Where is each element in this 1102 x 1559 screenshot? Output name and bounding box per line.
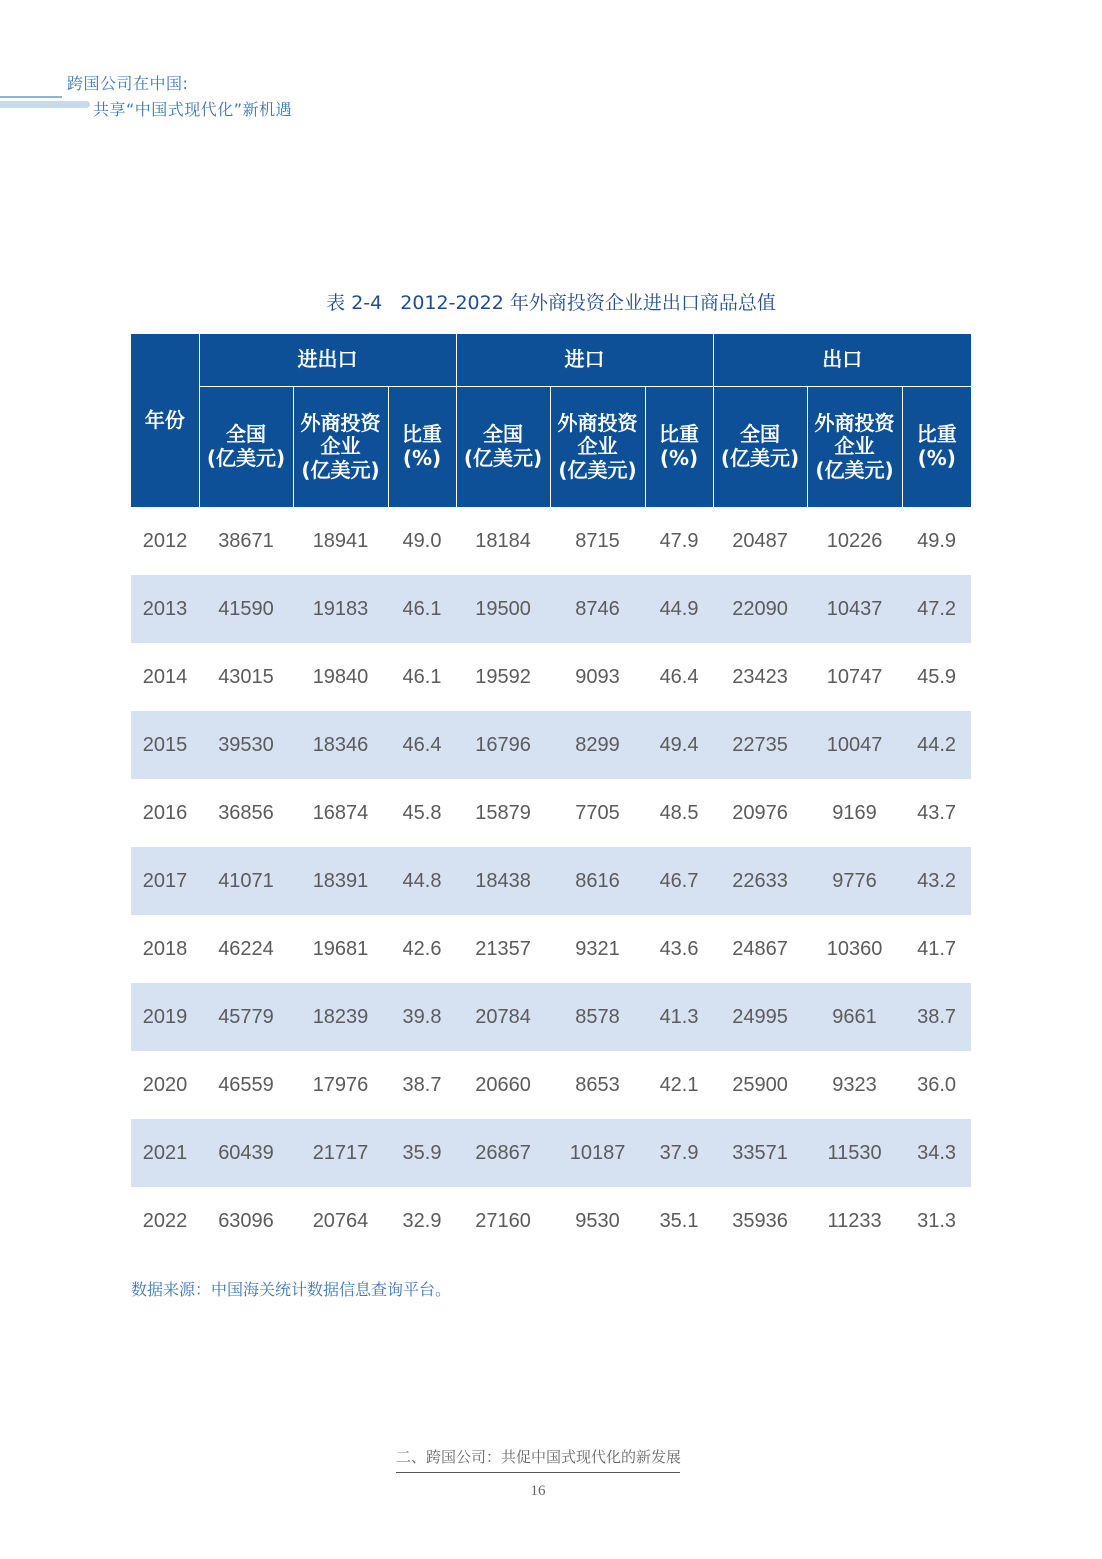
- header-foreign-label2: 企业: [577, 434, 618, 459]
- cell-total-national: 39530: [199, 711, 293, 779]
- cell-export-national: 22633: [713, 847, 807, 915]
- cell-import-share: 46.7: [645, 847, 713, 915]
- cell-total-national: 41071: [199, 847, 293, 915]
- cell-export-foreign: 9776: [807, 847, 902, 915]
- cell-import-national: 20784: [456, 983, 550, 1051]
- cell-import-foreign: 9093: [575, 665, 620, 688]
- cell-export-share: 47.2: [902, 575, 971, 643]
- header-total-share: [388, 387, 456, 508]
- header-share-unit: (%): [659, 446, 699, 470]
- cell-export-foreign: 10360: [826, 937, 883, 960]
- cell-total-share: 44.8: [388, 847, 456, 915]
- cell-total-national: 41590: [199, 575, 293, 643]
- table-caption-title: 2012-2022 年外商投资企业进出口商品总值: [400, 292, 776, 314]
- cell-total-foreign: 18239: [293, 983, 388, 1051]
- cell-export-foreign: 9661: [807, 983, 902, 1051]
- cell-export-share: 38.7: [902, 983, 971, 1051]
- header-national-unit: (亿美元): [720, 446, 800, 470]
- cell-total-foreign: 21717: [293, 1119, 388, 1187]
- header-foreign-label: 外商投资: [557, 410, 638, 435]
- header-total-foreign: [293, 387, 388, 508]
- header-import-national: [456, 387, 550, 508]
- cell-total-national: 45779: [199, 983, 293, 1051]
- cell-year: 2019: [131, 983, 199, 1051]
- header-foreign-label: 外商投资: [814, 410, 895, 435]
- table-header: [131, 334, 971, 507]
- header-share-unit: (%): [917, 446, 956, 470]
- cell-export-share: 31.3: [917, 1209, 957, 1232]
- header-decor-line: [0, 96, 62, 98]
- header-group-export: 出口: [713, 334, 971, 387]
- page-number: 16: [530, 1483, 546, 1499]
- cell-total-foreign: 17976: [312, 1073, 369, 1096]
- header-foreign-unit: (亿美元): [558, 457, 637, 482]
- header-foreign-unit: (亿美元): [301, 457, 380, 482]
- cell-total-share: 35.9: [388, 1119, 456, 1187]
- header-foreign-unit: (亿美元): [815, 457, 894, 482]
- trade-table-wrapper: [131, 334, 971, 1255]
- cell-total-national: 63096: [218, 1209, 274, 1232]
- table-row: [131, 507, 971, 575]
- cell-import-national: 15879: [475, 801, 531, 824]
- cell-total-share: 32.9: [402, 1209, 442, 1232]
- header-share-label: 比重: [402, 422, 442, 447]
- cell-import-national: 18438: [456, 847, 550, 915]
- cell-export-share: 36.0: [917, 1073, 957, 1096]
- cell-import-foreign: 8746: [550, 575, 645, 643]
- running-header-title: 跨国公司在中国:: [67, 74, 189, 93]
- cell-import-foreign: 8299: [550, 711, 645, 779]
- trade-table: [131, 334, 971, 1255]
- cell-total-foreign: 19681: [312, 937, 369, 960]
- cell-export-national: 35936: [732, 1209, 788, 1232]
- cell-total-national: 46559: [218, 1073, 274, 1096]
- table-row: [131, 1119, 971, 1187]
- cell-total-share: 46.1: [402, 665, 442, 688]
- header-national-unit: (亿美元): [463, 446, 543, 470]
- cell-import-foreign: 8653: [575, 1073, 620, 1096]
- cell-total-foreign: 19183: [293, 575, 388, 643]
- header-share-label: 比重: [916, 422, 957, 447]
- header-foreign-label2: 企业: [834, 434, 875, 459]
- cell-export-share: 49.9: [917, 529, 957, 552]
- table-row: [131, 779, 971, 847]
- header-foreign-label2: 企业: [320, 434, 361, 459]
- cell-import-foreign: 9321: [575, 937, 620, 960]
- cell-export-foreign: 10226: [826, 529, 883, 552]
- header-year: 年份: [131, 334, 199, 507]
- footer-section-title: 二、跨国公司：共促中国式现代化的新发展: [396, 1448, 682, 1466]
- cell-year: 2015: [131, 711, 199, 779]
- header-decor-bar: [0, 101, 90, 108]
- cell-export-foreign: 10747: [826, 665, 883, 688]
- footer-divider: [396, 1472, 680, 1473]
- cell-import-foreign: 7705: [575, 801, 620, 824]
- header-total-national: [199, 387, 293, 508]
- header-share-unit: (%): [402, 446, 442, 470]
- cell-export-national: 25900: [732, 1073, 788, 1096]
- cell-export-share: 34.3: [902, 1119, 971, 1187]
- header-group-total: 进出口: [199, 334, 456, 387]
- table-row: [131, 643, 971, 711]
- cell-import-national: 16796: [456, 711, 550, 779]
- cell-total-national: 36856: [218, 801, 274, 824]
- cell-total-national: 43015: [218, 665, 274, 688]
- cell-import-national: 19500: [456, 575, 550, 643]
- table-row: [131, 575, 971, 643]
- cell-import-share: 44.9: [645, 575, 713, 643]
- cell-total-national: 38671: [218, 529, 274, 552]
- cell-export-share: 44.2: [902, 711, 971, 779]
- cell-export-national: 24867: [732, 937, 788, 960]
- header-group-import: 进口: [456, 334, 713, 387]
- cell-export-foreign: 11530: [807, 1119, 902, 1187]
- cell-export-foreign: 10047: [807, 711, 902, 779]
- header-import-foreign: [550, 387, 645, 508]
- cell-year: 2020: [142, 1073, 188, 1096]
- cell-export-national: 22090: [713, 575, 807, 643]
- cell-import-national: 20660: [475, 1073, 531, 1096]
- cell-export-share: 41.7: [917, 937, 957, 960]
- table-row: [131, 847, 971, 915]
- cell-export-national: 20976: [732, 801, 788, 824]
- table-row: [131, 915, 971, 983]
- header-export-national: [713, 387, 807, 508]
- cell-total-national: 46224: [218, 937, 274, 960]
- cell-total-foreign: 16874: [312, 801, 369, 824]
- table-caption: [131, 288, 971, 315]
- cell-total-foreign: 18346: [293, 711, 388, 779]
- cell-total-share: 46.1: [388, 575, 456, 643]
- cell-import-share: 35.1: [659, 1209, 699, 1232]
- cell-year: 2014: [142, 665, 188, 688]
- cell-total-foreign: 18391: [293, 847, 388, 915]
- cell-total-share: 38.7: [402, 1073, 442, 1096]
- running-header-subtitle: 共享“中国式现代化”新机遇: [93, 100, 293, 119]
- table-body: [131, 507, 971, 1255]
- cell-export-foreign: 9323: [832, 1073, 877, 1096]
- table-row: [131, 1187, 971, 1255]
- header-national-unit: (亿美元): [206, 446, 286, 470]
- cell-import-national: 18184: [475, 529, 531, 552]
- cell-total-share: 42.6: [402, 937, 442, 960]
- cell-import-national: 19592: [475, 665, 531, 688]
- cell-import-national: 26867: [456, 1119, 550, 1187]
- cell-export-foreign: 9169: [832, 801, 877, 824]
- cell-export-national: 20487: [732, 529, 788, 552]
- cell-import-share: 47.9: [659, 529, 699, 552]
- cell-year: 2016: [142, 801, 188, 824]
- cell-import-share: 48.5: [659, 801, 699, 824]
- cell-year: 2018: [142, 937, 188, 960]
- cell-export-national: 33571: [713, 1119, 807, 1187]
- cell-export-share: 43.2: [902, 847, 971, 915]
- cell-export-national: 22735: [713, 711, 807, 779]
- cell-import-foreign: 8578: [550, 983, 645, 1051]
- cell-import-foreign: 10187: [550, 1119, 645, 1187]
- cell-export-foreign: 11233: [827, 1209, 882, 1232]
- header-foreign-label: 外商投资: [300, 410, 381, 435]
- cell-total-national: 60439: [199, 1119, 293, 1187]
- cell-export-national: 23423: [732, 665, 788, 688]
- cell-year: 2013: [131, 575, 199, 643]
- cell-total-foreign: 19840: [312, 665, 369, 688]
- header-national-label: 全国: [226, 422, 266, 447]
- cell-import-foreign: 8616: [550, 847, 645, 915]
- cell-export-foreign: 10437: [807, 575, 902, 643]
- cell-import-share: 43.6: [659, 937, 699, 960]
- header-import-share: [645, 387, 713, 508]
- header-national-label: 全国: [740, 422, 781, 447]
- table-row: [131, 711, 971, 779]
- source-note: 数据来源：中国海关统计数据信息查询平台。: [131, 1280, 452, 1299]
- cell-year: 2012: [142, 529, 188, 552]
- cell-total-share: 45.8: [402, 801, 442, 824]
- running-header: [0, 66, 400, 126]
- cell-import-share: 42.1: [659, 1073, 699, 1096]
- cell-import-foreign: 9530: [575, 1209, 620, 1232]
- cell-export-share: 45.9: [917, 665, 957, 688]
- cell-year: 2017: [131, 847, 199, 915]
- cell-export-share: 43.7: [917, 801, 957, 824]
- cell-import-share: 41.3: [645, 983, 713, 1051]
- header-export-share: [902, 387, 971, 508]
- cell-import-foreign: 8715: [575, 529, 620, 552]
- cell-total-foreign: 20764: [312, 1209, 369, 1232]
- cell-total-share: 46.4: [388, 711, 456, 779]
- cell-year: 2021: [131, 1119, 199, 1187]
- cell-total-share: 39.8: [388, 983, 456, 1051]
- cell-import-national: 21357: [475, 937, 531, 960]
- cell-import-national: 27160: [475, 1209, 531, 1232]
- header-export-foreign: [807, 387, 902, 508]
- table-row: [131, 983, 971, 1051]
- table-row: [131, 1051, 971, 1119]
- table-caption-number: 表 2-4: [326, 292, 383, 314]
- cell-year: 2022: [142, 1209, 188, 1232]
- cell-import-share: 37.9: [645, 1119, 713, 1187]
- cell-import-share: 46.4: [659, 665, 699, 688]
- cell-total-share: 49.0: [402, 529, 442, 552]
- cell-export-national: 24995: [713, 983, 807, 1051]
- header-national-label: 全国: [483, 422, 524, 447]
- header-share-label: 比重: [659, 422, 700, 447]
- cell-import-share: 49.4: [645, 711, 713, 779]
- cell-total-foreign: 18941: [312, 529, 369, 552]
